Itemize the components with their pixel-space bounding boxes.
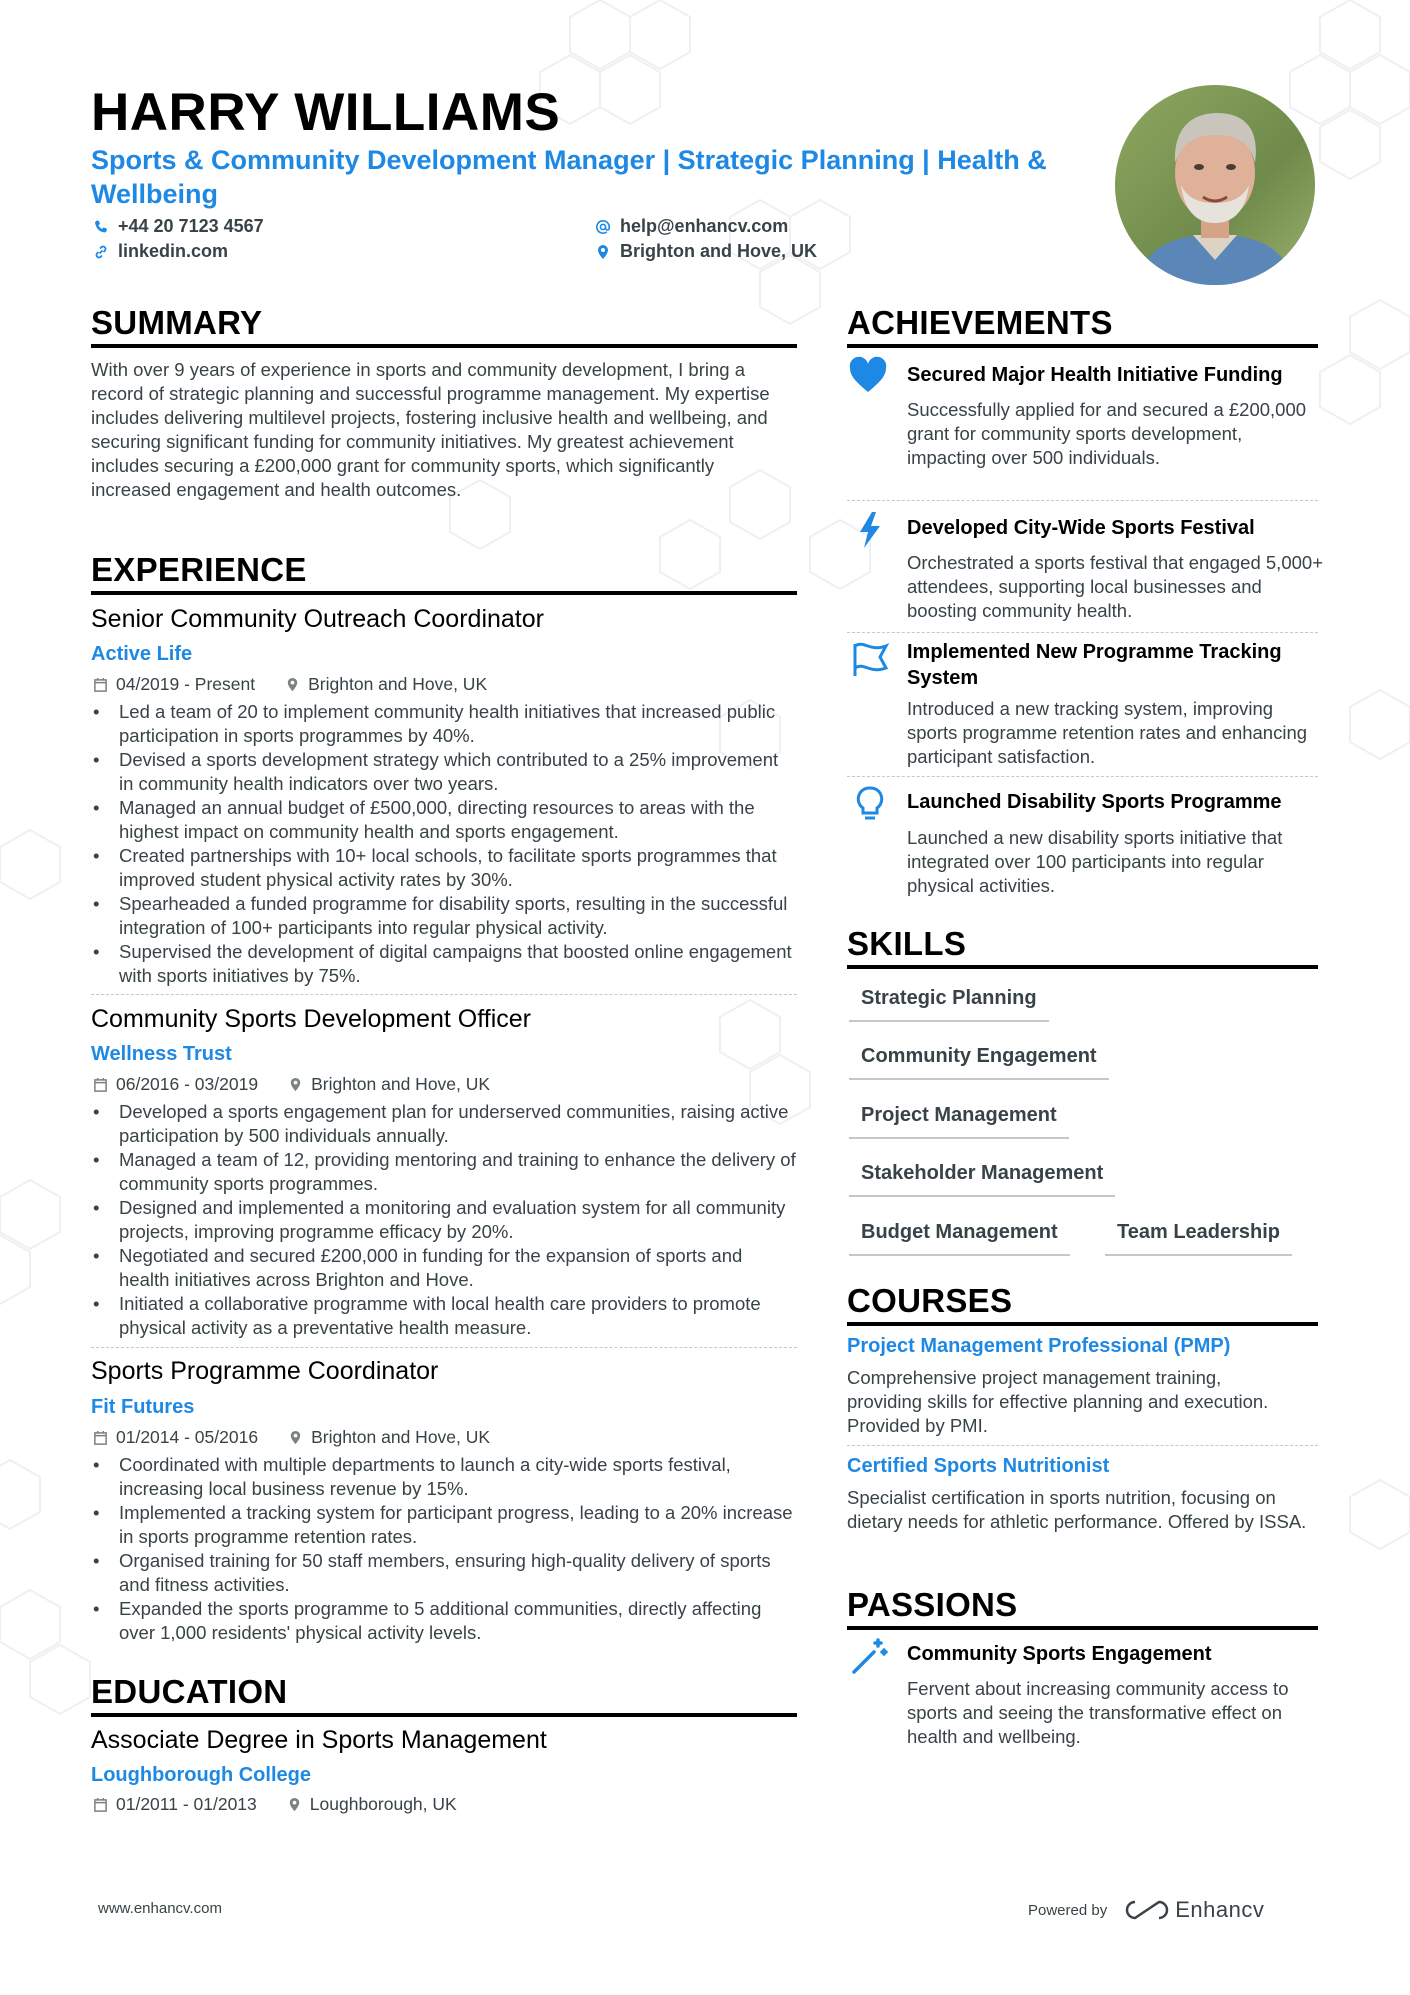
achievement-divider (847, 776, 1318, 777)
achievement-2-title: Developed City-Wide Sports Festival (907, 517, 1255, 539)
job-2-bullets (91, 1100, 797, 1340)
candidate-name: HARRY WILLIAMS (91, 83, 561, 142)
achievement-3-desc: Introduced a new tracking system, improving sports programme retention rates and enhancing participant satisfaction. (907, 698, 1308, 767)
skill-tag: Strategic Planning (849, 987, 1049, 1022)
passions-heading: PASSIONS (847, 1586, 1018, 1623)
job-1-meta (93, 674, 487, 695)
location-pin-icon (595, 244, 611, 260)
education-dates: 01/2011 - 01/2013 (116, 1794, 257, 1814)
location-pin-icon (287, 1797, 302, 1812)
courses-rule (847, 1322, 1318, 1326)
contact-phone[interactable] (93, 216, 264, 237)
profile-photo-illustration (1115, 85, 1315, 285)
job-3-title: Sports Programme Coordinator (91, 1357, 439, 1385)
achievement-3-title: Implemented New Programme Tracking System (907, 641, 1282, 689)
job-1-dates: 04/2019 - Present (116, 674, 256, 694)
list-item: • Developed a sports engagement plan for underserved communities, raising active participation by 500 individuals annually. (91, 1100, 797, 1148)
list-item: • Expanded the sports programme to 5 additional communities, directly affecting over 1,000 residents' physical activity levels. (91, 1597, 797, 1645)
footer-powered (1028, 1897, 1264, 1923)
achievement-4-desc: Launched a new disability sports initiative that integrated over 100 participants into regular physical activities. (907, 827, 1283, 896)
education-rule (91, 1713, 797, 1717)
contact-email[interactable] (595, 216, 788, 237)
summary-text: With over 9 years of experience in sports and community development, I bring a record of strategic planning and successful programme management. My expertise includes delivering multilevel projects, fostering inclusive health and wellbeing, and securing significant funding for community initiatives. My greatest achievement includes securing a £200,000 grant for community sports, which significantly increased engagement and health outcomes. (91, 359, 770, 500)
achievement-divider (847, 632, 1318, 633)
calendar-icon (93, 1797, 108, 1812)
lightning-icon (850, 510, 890, 550)
job-3-location: Brighton and Hove, UK (311, 1427, 491, 1447)
list-item: • Managed an annual budget of £500,000, directing resources to areas with the highest impact on community health and sports engagement. (91, 796, 797, 844)
location-text: Brighton and Hove, UK (620, 241, 817, 261)
job-divider (91, 994, 797, 995)
passions-rule (847, 1626, 1318, 1630)
course-1-desc: Comprehensive project management training, providing skills for effective planning and execution. Provided by PMI. (847, 1367, 1269, 1436)
course-divider (847, 1445, 1318, 1446)
skill-tag: Stakeholder Management (849, 1162, 1115, 1197)
job-1-location: Brighton and Hove, UK (308, 674, 488, 694)
achievement-divider (847, 500, 1318, 501)
powered-by-text: Powered by (1028, 1901, 1108, 1919)
job-2-location: Brighton and Hove, UK (311, 1074, 491, 1094)
job-3-meta (93, 1427, 490, 1448)
location-pin-icon (288, 1430, 303, 1445)
flag-icon (850, 640, 890, 680)
location-pin-icon (288, 1077, 303, 1092)
experience-rule (91, 591, 797, 595)
skills-heading: SKILLS (847, 925, 967, 962)
achievement-1-desc: Successfully applied for and secured a £200,000 grant for community sports development, impacting over 500 individuals. (907, 399, 1307, 468)
achievements-heading: ACHIEVEMENTS (847, 304, 1113, 341)
list-item: • Created partnerships with 10+ local schools, to facilitate sports programmes that improved student physical activity rates by 30%. (91, 844, 797, 892)
education-meta (93, 1794, 457, 1815)
job-2-title: Community Sports Development Officer (91, 1005, 531, 1033)
education-location: Loughborough, UK (309, 1794, 457, 1814)
achievement-1-title: Secured Major Health Initiative Funding (907, 364, 1283, 386)
skill-tag: Team Leadership (1105, 1221, 1292, 1256)
phone-text: +44 20 7123 4567 (118, 216, 264, 236)
achievement-4-title: Launched Disability Sports Programme (907, 791, 1282, 813)
list-item: • Organised training for 50 staff members, ensuring high-quality delivery of sports and fitness activities. (91, 1549, 797, 1597)
job-3-bullets (91, 1453, 797, 1645)
summary-rule (91, 344, 797, 348)
passion-1-desc: Fervent about increasing community access to sports and seeing the transformative effect on health and wellbeing. (907, 1678, 1289, 1747)
list-item: • Coordinated with multiple departments to launch a city-wide sports festival, increasing local business revenue by 15%. (91, 1453, 797, 1501)
skill-tag: Project Management (849, 1104, 1069, 1139)
job-2-dates: 06/2016 - 03/2019 (116, 1074, 259, 1094)
list-item: • Spearheaded a funded programme for disability sports, resulting in the successful integration of 100+ participants into regular physical activity. (91, 892, 797, 940)
passion-1-title: Community Sports Engagement (907, 1643, 1212, 1665)
at-icon (595, 219, 611, 235)
contact-linkedin[interactable] (93, 241, 228, 262)
job-2-company: Wellness Trust (91, 1043, 232, 1065)
job-3-dates: 01/2014 - 05/2016 (116, 1427, 259, 1447)
calendar-icon (93, 1077, 108, 1092)
achievements-rule (847, 344, 1318, 348)
course-2-desc: Specialist certification in sports nutrition, focusing on dietary needs for athletic performance. Offered by ISSA. (847, 1487, 1307, 1532)
job-3-company: Fit Futures (91, 1396, 195, 1418)
job-divider (91, 1347, 797, 1348)
phone-icon (93, 219, 109, 235)
calendar-icon (93, 677, 108, 692)
list-item: • Devised a sports development strategy which contributed to a 25% improvement in community health indicators over two years. (91, 748, 797, 796)
course-1-title: Project Management Professional (PMP) (847, 1335, 1231, 1357)
list-item: • Initiated a collaborative programme with local health care providers to promote physical activity as a preventative health measure. (91, 1292, 797, 1340)
summary-heading: SUMMARY (91, 304, 263, 341)
linkedin-text: linkedin.com (118, 241, 229, 261)
location-pin-icon (285, 677, 300, 692)
enhancv-logo-icon (1125, 1899, 1169, 1921)
list-item: • Implemented a tracking system for participant progress, leading to a 20% increase in sports programme retention rates. (91, 1501, 797, 1549)
courses-heading: COURSES (847, 1282, 1013, 1319)
magic-wand-icon (850, 1636, 890, 1676)
list-item: • Managed a team of 12, providing mentoring and training to enhance the delivery of community sports programmes. (91, 1148, 797, 1196)
education-school: Loughborough College (91, 1764, 311, 1786)
enhancv-logo (1125, 1897, 1264, 1923)
job-2-meta (93, 1074, 490, 1095)
enhancv-brand-text: Enhancv (1175, 1897, 1265, 1922)
heart-icon (848, 356, 888, 396)
education-heading: EDUCATION (91, 1673, 288, 1710)
job-1-company: Active Life (91, 643, 193, 665)
list-item: • Supervised the development of digital campaigns that boosted online engagement with sports initiatives by 75%. (91, 940, 797, 988)
list-item: • Led a team of 20 to implement community health initiatives that increased public participation in sports programmes by 40%. (91, 700, 797, 748)
skill-tag: Community Engagement (849, 1045, 1109, 1080)
job-1-title: Senior Community Outreach Coordinator (91, 605, 544, 633)
lightbulb-icon (850, 784, 890, 824)
email-text: help@enhancv.com (620, 216, 789, 236)
candidate-headline: Sports & Community Development Manager | Strategic Planning | Health & Wellbeing (91, 145, 1047, 209)
skills-rule (847, 965, 1318, 969)
contact-location (595, 241, 817, 262)
job-1-bullets (91, 700, 797, 988)
profile-photo (1115, 85, 1315, 285)
footer-website[interactable]: www.enhancv.com (98, 1900, 222, 1917)
course-2-title: Certified Sports Nutritionist (847, 1455, 1110, 1477)
achievement-2-desc: Orchestrated a sports festival that engaged 5,000+ attendees, supporting local businesses and boosting community health. (907, 552, 1323, 621)
experience-heading: EXPERIENCE (91, 551, 307, 588)
calendar-icon (93, 1430, 108, 1445)
education-degree: Associate Degree in Sports Management (91, 1726, 547, 1754)
skill-tag: Budget Management (849, 1221, 1070, 1256)
link-icon (93, 244, 109, 260)
list-item: • Negotiated and secured £200,000 in funding for the expansion of sports and health initiatives across Brighton and Hove. (91, 1244, 797, 1292)
list-item: • Designed and implemented a monitoring and evaluation system for all community projects, improving programme efficacy by 20%. (91, 1196, 797, 1244)
